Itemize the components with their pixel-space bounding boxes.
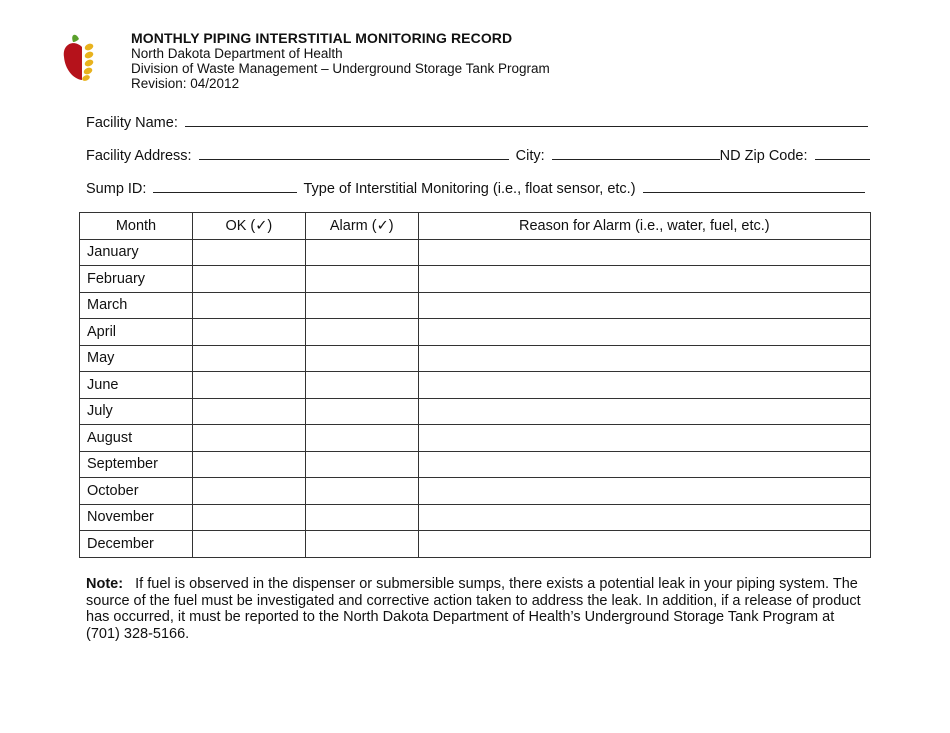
facility-name-field[interactable] xyxy=(185,113,868,127)
reason-cell[interactable] xyxy=(418,372,870,399)
month-cell: June xyxy=(80,372,193,399)
month-cell: January xyxy=(80,239,193,266)
month-cell: August xyxy=(80,425,193,452)
alarm-check-cell[interactable] xyxy=(305,372,418,399)
alarm-check-cell[interactable] xyxy=(305,478,418,505)
month-cell: September xyxy=(80,451,193,478)
table-row xyxy=(80,266,871,293)
reason-cell[interactable] xyxy=(418,345,870,372)
form-title: MONTHLY PIPING INTERSTITIAL MONITORING RECORD xyxy=(131,30,513,46)
zip-code-field[interactable] xyxy=(815,146,870,160)
ok-check-cell[interactable] xyxy=(192,531,305,558)
reason-cell[interactable] xyxy=(418,504,870,531)
note-text: If fuel is observed in the dispenser or submersible sumps, there exists a potential leak in your piping system. The source of the fuel must be investigated and corrective action taken to address the leak. In addition, if a release of product has occurred, it must be reported to the North Dakota Department of Health’s Underground Storage Tank Program at (701) 328-5166. xyxy=(86,576,861,642)
table-row xyxy=(80,425,871,452)
facility-name-row xyxy=(86,113,868,131)
month-cell: May xyxy=(80,345,193,372)
facility-address-field[interactable] xyxy=(199,146,509,160)
alarm-check-cell[interactable] xyxy=(305,345,418,372)
alarm-check-cell[interactable] xyxy=(305,266,418,293)
table-row xyxy=(80,239,871,266)
table-row xyxy=(80,319,871,346)
city-field[interactable] xyxy=(552,146,720,160)
reason-cell[interactable] xyxy=(418,266,870,293)
reason-cell[interactable] xyxy=(418,292,870,319)
ok-check-cell[interactable] xyxy=(192,319,305,346)
alarm-check-cell[interactable] xyxy=(305,531,418,558)
alarm-check-cell[interactable] xyxy=(305,398,418,425)
alarm-column-header: Alarm (✓) xyxy=(305,213,418,240)
ok-check-cell[interactable] xyxy=(192,266,305,293)
ok-check-cell[interactable] xyxy=(192,292,305,319)
month-column-header: Month xyxy=(80,213,193,240)
ok-column-header: OK (✓) xyxy=(192,213,305,240)
table-row xyxy=(80,345,871,372)
reason-cell[interactable] xyxy=(418,319,870,346)
alarm-check-cell[interactable] xyxy=(305,504,418,531)
sump-id-label: Sump ID: xyxy=(86,181,147,197)
department-name: North Dakota Department of Health xyxy=(131,46,343,61)
table-header-row xyxy=(80,213,871,240)
month-cell: December xyxy=(80,531,193,558)
ok-check-cell[interactable] xyxy=(192,451,305,478)
month-cell: April xyxy=(80,319,193,346)
reason-cell[interactable] xyxy=(418,478,870,505)
alarm-check-cell[interactable] xyxy=(305,239,418,266)
table-row xyxy=(80,372,871,399)
sump-id-row xyxy=(86,179,865,197)
ok-check-cell[interactable] xyxy=(192,425,305,452)
ok-check-cell[interactable] xyxy=(192,504,305,531)
ok-check-cell[interactable] xyxy=(192,398,305,425)
monitoring-table xyxy=(79,212,871,558)
month-cell: March xyxy=(80,292,193,319)
facility-name-label: Facility Name: xyxy=(86,115,178,131)
alarm-check-cell[interactable] xyxy=(305,319,418,346)
table-row xyxy=(80,451,871,478)
alarm-check-cell[interactable] xyxy=(305,425,418,452)
form-header xyxy=(131,31,550,91)
reason-cell[interactable] xyxy=(418,398,870,425)
monitoring-type-label: Type of Interstitial Monitoring (i.e., float sensor, etc.) xyxy=(303,181,636,197)
ok-check-cell[interactable] xyxy=(192,239,305,266)
zip-code-label: ND Zip Code: xyxy=(719,148,808,164)
reason-cell[interactable] xyxy=(418,239,870,266)
reason-cell[interactable] xyxy=(418,531,870,558)
ok-check-cell[interactable] xyxy=(192,478,305,505)
facility-address-row xyxy=(86,146,870,164)
table-row xyxy=(80,292,871,319)
table-row xyxy=(80,504,871,531)
alarm-check-cell[interactable] xyxy=(305,451,418,478)
table-row xyxy=(80,398,871,425)
table-row xyxy=(80,478,871,505)
ok-check-cell[interactable] xyxy=(192,345,305,372)
month-cell: July xyxy=(80,398,193,425)
revision-date: Revision: 04/2012 xyxy=(131,76,240,91)
reason-column-header: Reason for Alarm (i.e., water, fuel, etc.) xyxy=(418,213,870,240)
month-cell: October xyxy=(80,478,193,505)
sump-id-field[interactable] xyxy=(153,179,297,193)
monitoring-type-field[interactable] xyxy=(643,179,865,193)
alarm-check-cell[interactable] xyxy=(305,292,418,319)
note-paragraph xyxy=(86,576,866,642)
city-label: City: xyxy=(515,148,545,164)
ok-check-cell[interactable] xyxy=(192,372,305,399)
nd-health-logo-icon xyxy=(60,30,106,84)
month-cell: February xyxy=(80,266,193,293)
table-row xyxy=(80,531,871,558)
reason-cell[interactable] xyxy=(418,425,870,452)
note-label: Note: xyxy=(86,576,124,592)
month-cell: November xyxy=(80,504,193,531)
reason-cell[interactable] xyxy=(418,451,870,478)
division-name: Division of Waste Management – Underground Storage Tank Program xyxy=(131,61,550,76)
facility-address-label: Facility Address: xyxy=(86,148,192,164)
